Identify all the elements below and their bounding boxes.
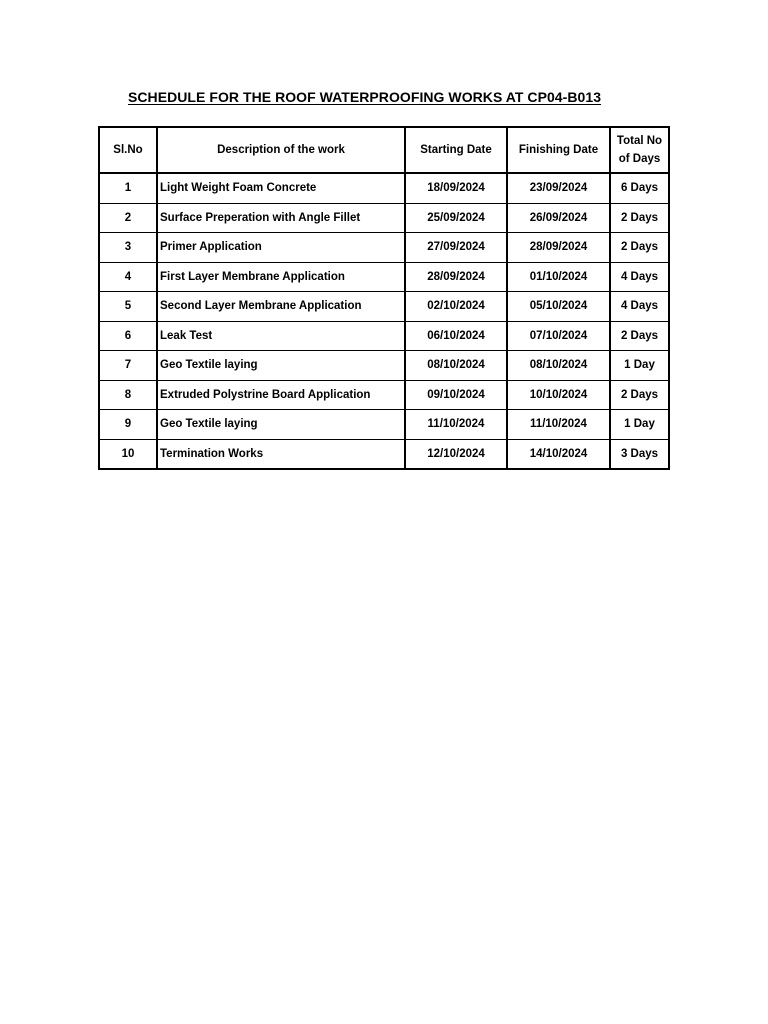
cell-total-days: 2 Days xyxy=(610,203,669,233)
cell-finishing-date: 08/10/2024 xyxy=(507,351,610,381)
table-row xyxy=(99,351,669,381)
cell-description: Second Layer Membrane Application xyxy=(157,292,405,322)
cell-total-days: 4 Days xyxy=(610,262,669,292)
cell-description: Primer Application xyxy=(157,233,405,263)
table-row xyxy=(99,262,669,292)
cell-description: Leak Test xyxy=(157,321,405,351)
cell-finishing-date: 23/09/2024 xyxy=(507,173,610,203)
cell-finishing-date: 10/10/2024 xyxy=(507,380,610,410)
table-body xyxy=(99,173,669,469)
cell-finishing-date: 11/10/2024 xyxy=(507,410,610,440)
cell-sl-no: 4 xyxy=(99,262,157,292)
header-starting-date: Starting Date xyxy=(405,127,507,173)
cell-sl-no: 6 xyxy=(99,321,157,351)
cell-total-days: 2 Days xyxy=(610,380,669,410)
cell-description: Light Weight Foam Concrete xyxy=(157,173,405,203)
cell-sl-no: 9 xyxy=(99,410,157,440)
cell-description: Geo Textile laying xyxy=(157,410,405,440)
cell-sl-no: 8 xyxy=(99,380,157,410)
cell-description: Extruded Polystrine Board Application xyxy=(157,380,405,410)
cell-total-days: 6 Days xyxy=(610,173,669,203)
table-row xyxy=(99,439,669,469)
cell-starting-date: 09/10/2024 xyxy=(405,380,507,410)
cell-finishing-date: 07/10/2024 xyxy=(507,321,610,351)
cell-finishing-date: 01/10/2024 xyxy=(507,262,610,292)
cell-description: Geo Textile laying xyxy=(157,351,405,381)
cell-description: First Layer Membrane Application xyxy=(157,262,405,292)
cell-starting-date: 25/09/2024 xyxy=(405,203,507,233)
cell-starting-date: 11/10/2024 xyxy=(405,410,507,440)
cell-total-days: 1 Day xyxy=(610,410,669,440)
cell-total-days: 2 Days xyxy=(610,321,669,351)
table-header-row xyxy=(99,127,669,173)
table-row xyxy=(99,292,669,322)
cell-starting-date: 28/09/2024 xyxy=(405,262,507,292)
cell-starting-date: 18/09/2024 xyxy=(405,173,507,203)
cell-sl-no: 1 xyxy=(99,173,157,203)
cell-starting-date: 27/09/2024 xyxy=(405,233,507,263)
cell-sl-no: 10 xyxy=(99,439,157,469)
cell-description: Termination Works xyxy=(157,439,405,469)
cell-sl-no: 3 xyxy=(99,233,157,263)
table-row xyxy=(99,321,669,351)
table-row xyxy=(99,233,669,263)
cell-starting-date: 02/10/2024 xyxy=(405,292,507,322)
header-description: Description of the work xyxy=(157,127,405,173)
cell-finishing-date: 14/10/2024 xyxy=(507,439,610,469)
schedule-table xyxy=(98,126,670,470)
cell-finishing-date: 05/10/2024 xyxy=(507,292,610,322)
cell-description: Surface Preperation with Angle Fillet xyxy=(157,203,405,233)
cell-sl-no: 2 xyxy=(99,203,157,233)
cell-starting-date: 06/10/2024 xyxy=(405,321,507,351)
table-row xyxy=(99,380,669,410)
header-finishing-date: Finishing Date xyxy=(507,127,610,173)
cell-sl-no: 7 xyxy=(99,351,157,381)
header-sl-no: Sl.No xyxy=(99,127,157,173)
cell-total-days: 4 Days xyxy=(610,292,669,322)
cell-starting-date: 08/10/2024 xyxy=(405,351,507,381)
table-row xyxy=(99,173,669,203)
cell-sl-no: 5 xyxy=(99,292,157,322)
cell-starting-date: 12/10/2024 xyxy=(405,439,507,469)
cell-total-days: 2 Days xyxy=(610,233,669,263)
page-title: SCHEDULE FOR THE ROOF WATERPROOFING WORKS AT CP04-B013 xyxy=(128,89,602,105)
table-row xyxy=(99,203,669,233)
header-total-days xyxy=(610,127,669,173)
cell-finishing-date: 26/09/2024 xyxy=(507,203,610,233)
cell-total-days: 1 Day xyxy=(610,351,669,381)
header-total-days-line2: of Days xyxy=(618,153,661,165)
cell-finishing-date: 28/09/2024 xyxy=(507,233,610,263)
cell-total-days: 3 Days xyxy=(610,439,669,469)
table-row xyxy=(99,410,669,440)
header-total-days-line1: Total No xyxy=(616,135,663,147)
